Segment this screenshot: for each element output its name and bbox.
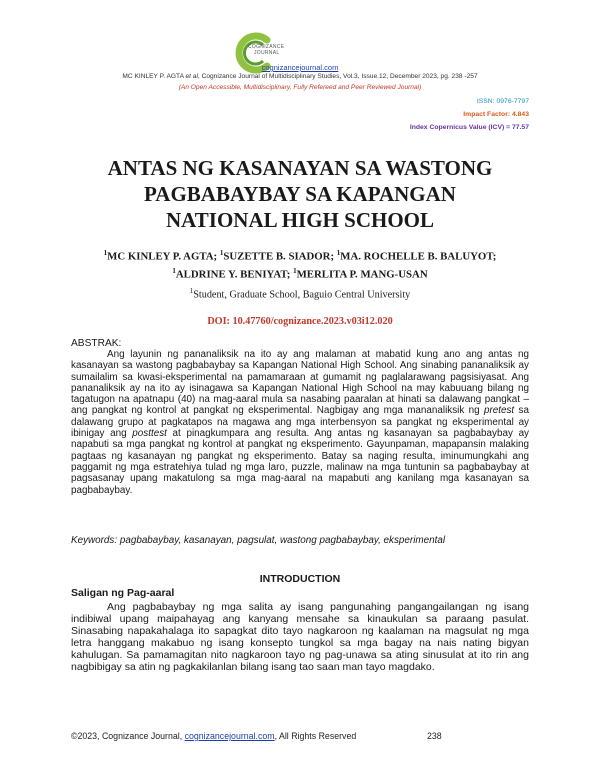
author-1: MC KINLEY P. AGTA; xyxy=(107,250,220,263)
footer-copyright: ©2023, Cognizance Journal, cognizancejournal.com, All Rights Reserved xyxy=(71,731,357,741)
journal-site-link[interactable]: cognizancejournal.com xyxy=(261,63,339,72)
abstract-text: Ang layunin ng pananaliksik na ito ay ang malaman at mabatid kung ano ang antas ng kasanayan sa wastong pagbabaybay sa Kapangan National High School. Ang sinabing pananaliksik ay sumailalim sa kwasi-eksperimental na pamamaraan at gumamit ng paglalarawang pagsisiyasat. Ang pananaliksik ay na ito ay isinagawa sa Kapangan National High School na may kabuuang bilang ng tagatugon na apatnapu (40) na mag-aaral mula sa nasabing paaralan at hinati sa dalawang pangkat – ang pangkat ng kontrol at pangkat ng eksperimental. Nagbigay ang mga mananaliksik ng pretest sa dalawang grupo at pagkatapos na magawa ang mga interbensyon sa pangkat ng eksperimental ay ibinigay ang posttest at pinagkumpara ang resulta. Ang antas ng kasanayan sa pagbabaybay ay napabuti sa mga pangkat ng kontrol at pangkat ng eksperimento. Gayunpaman, mapapansin malaking pagtaas ng kasanayan ng pangkat ng eksperimento. Batay sa naging resulta, iminumungkahi ang paggamit ng mga estratehiya tulad ng mga laro, puzzle, malinaw na mga tuntunin sa pagbabaybay at pagsasanay upang makatulong sa mga mag-aaral na mapabuti ang kanilang mga kasanayan sa pagbabaybay. xyxy=(71,349,529,496)
author-3: MA. ROCHELLE B. BALUYOT; xyxy=(340,250,497,263)
keywords: Keywords: pagbabaybay, kasanayan, pagsulat, wastong pagbabaybay, eksperimental xyxy=(71,535,446,546)
affiliation: $^1$Student, Graduate School, Baguio Central University xyxy=(189,287,411,301)
author-5: MERLITA P. MANG-USAN xyxy=(296,268,428,281)
abstract-label: ABSTRAK: xyxy=(71,338,122,349)
logo-wordmark xyxy=(248,44,284,56)
author-list: $^1$MC KINLEY P. AGTA; $^1$SUZETTE B. SIADOR; $^1$MA. ROCHELLE B. BALUYOT; $^1$ALDRINE Y. BENIYAT; $^1$MERLITA P. MANG-USAN xyxy=(103,249,497,281)
paper-title: ANTAS NG KASANAYAN SA WASTONG PAGBABAYBAY SA KAPANGAN NATIONAL HIGH SCHOOL xyxy=(107,156,493,232)
impact-factor: Impact Factor: 4.843 xyxy=(463,111,529,118)
introduction-paragraph: Ang pagbabaybay ng mga salita ay isang pangunahing pangangailangan ng isang indibiwal upang maipahayag ang kanyang mensahe sa kinaukulan sa paraang pasulat. Sinasabing napakahalaga ito sapagkat dito tayo nagkaroon ng kaalaman na magsulat ng mga letra hanggang makabuo ng isang konsepto tungkol sa mga bagay na nais nating bigyan kahulugan. Sa pamamagitan nito nagkaroon tayo ng pag-unawa sa ating sinusulat at ito rin ang nagbibigay sa atin ng pagkakilanlan bilang isang tao saan man tayo magdako. xyxy=(71,601,529,674)
issn: ISSN: 0976-7797 xyxy=(476,98,529,105)
logo-text-cognizance: COGNIZANCE xyxy=(248,44,285,50)
citation-line: MC KINLEY P. AGTA et al, Cognizance Journal of Multidisciplinary Studies, Vol.3, Issue.12, December 2023, pg. 238 -257 xyxy=(122,73,478,80)
logo-text-journal: JOURNAL xyxy=(254,50,280,56)
author-2: SUZETTE B. SIADOR; xyxy=(223,250,337,263)
section-heading-introduction: INTRODUCTION xyxy=(259,573,341,585)
icv-value: Index Copernicus Value (ICV) = 77.57 xyxy=(409,124,529,131)
author-4: ALDRINE Y. BENIYAT; xyxy=(175,268,294,281)
footer-link[interactable]: cognizancejournal.com xyxy=(184,731,275,741)
doi[interactable]: DOI: 10.47760/cognizance.2023.v03i12.020 xyxy=(207,316,393,327)
page-number: 238 xyxy=(427,731,442,741)
subsection-heading: Saligan ng Pag-aaral xyxy=(71,587,175,599)
access-note: (An Open Accessible, Multidisciplinary, Fully Refereed and Peer Reviewed Journal) xyxy=(178,84,422,91)
